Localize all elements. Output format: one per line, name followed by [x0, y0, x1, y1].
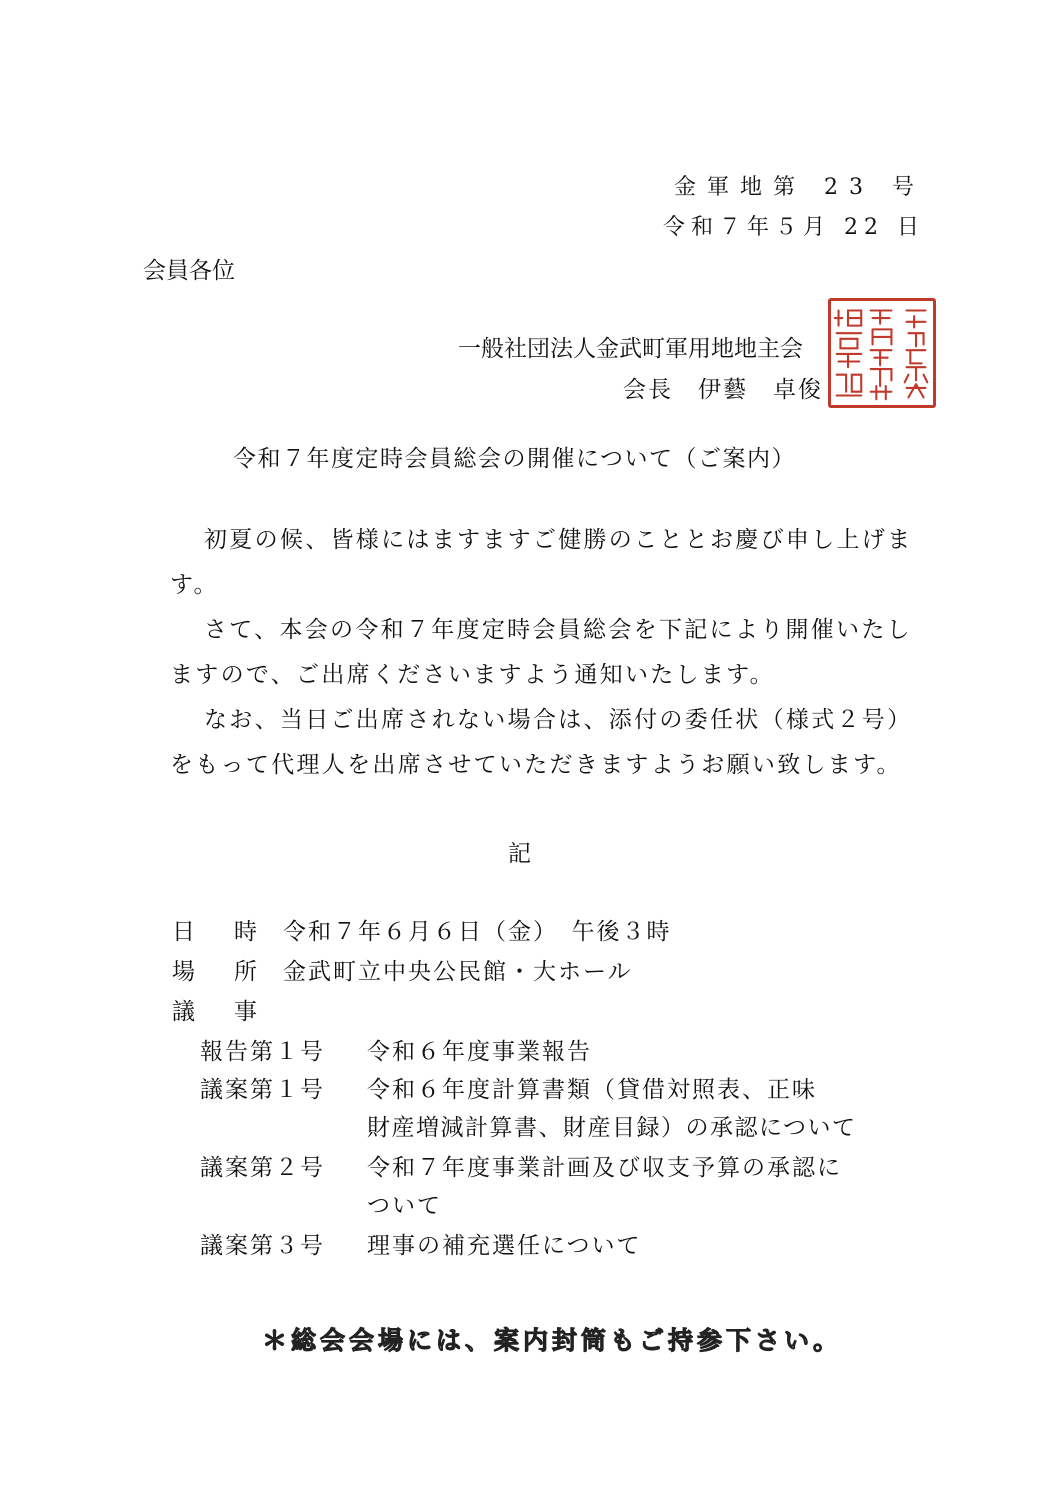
paragraph-greeting: 初夏の候、皆様にはますますご健勝のこととお慶び申し上げます。 — [170, 527, 913, 598]
document-number: 金軍地第 23 号 — [674, 175, 925, 200]
agenda-label: 議 事 — [172, 999, 265, 1025]
agenda-item-text: 令和７年度事業計画及び収支予算の承認に — [367, 1155, 842, 1181]
document-title: 令和７年度定時会員総会の開催について（ご案内） — [233, 446, 797, 472]
addressee: 会員各位 — [143, 258, 235, 284]
paragraph-announcement: さて、本会の令和７年度定時会員総会を下記により開催いたしますので、ご出席くださいますよう通知いたします。 — [170, 617, 912, 688]
agenda-item-label: 議案第２号 — [200, 1155, 325, 1181]
agenda-item-label: 議案第１号 — [200, 1077, 325, 1103]
agenda-item-text: 理事の補充選任について — [367, 1233, 642, 1259]
agenda-item-label: 報告第１号 — [200, 1039, 325, 1065]
place-value: 金武町立中央公民館・大ホール — [283, 959, 633, 985]
agenda-item-text-continued: 財産増減計算書、財産目録）の承認について — [367, 1115, 857, 1141]
agenda-item-text: 令和６年度計算書類（貸借対照表、正味 — [367, 1077, 817, 1103]
footer-notice: ＊総会会場には、案内封筒もご持参下さい。 — [262, 1326, 843, 1355]
agenda-item-label: 議案第３号 — [200, 1233, 325, 1259]
paragraph-proxy: なお、当日ご出席されない場合は、添付の委任状（様式２号）をもって代理人を出席させていただきますようお願い致します。 — [170, 707, 913, 778]
issue-date: 令和７年５月 22 日 — [663, 215, 925, 240]
agenda-item-text: 令和６年度事業報告 — [367, 1039, 592, 1065]
datetime-value: 令和７年６月６日（金） 午後３時 — [283, 919, 672, 945]
seal-graphic — [831, 301, 933, 405]
sender-organization: 一般社団法人金武町軍用地地主会 — [458, 336, 803, 362]
ki-heading: 記 — [508, 841, 531, 867]
agenda-item-text-continued: ついて — [367, 1193, 442, 1219]
place-label: 場 所 — [172, 959, 265, 985]
official-seal — [828, 298, 936, 408]
sender-signatory: 会長 伊藝 卓俊 — [623, 377, 823, 403]
datetime-label: 日 時 — [172, 919, 265, 945]
